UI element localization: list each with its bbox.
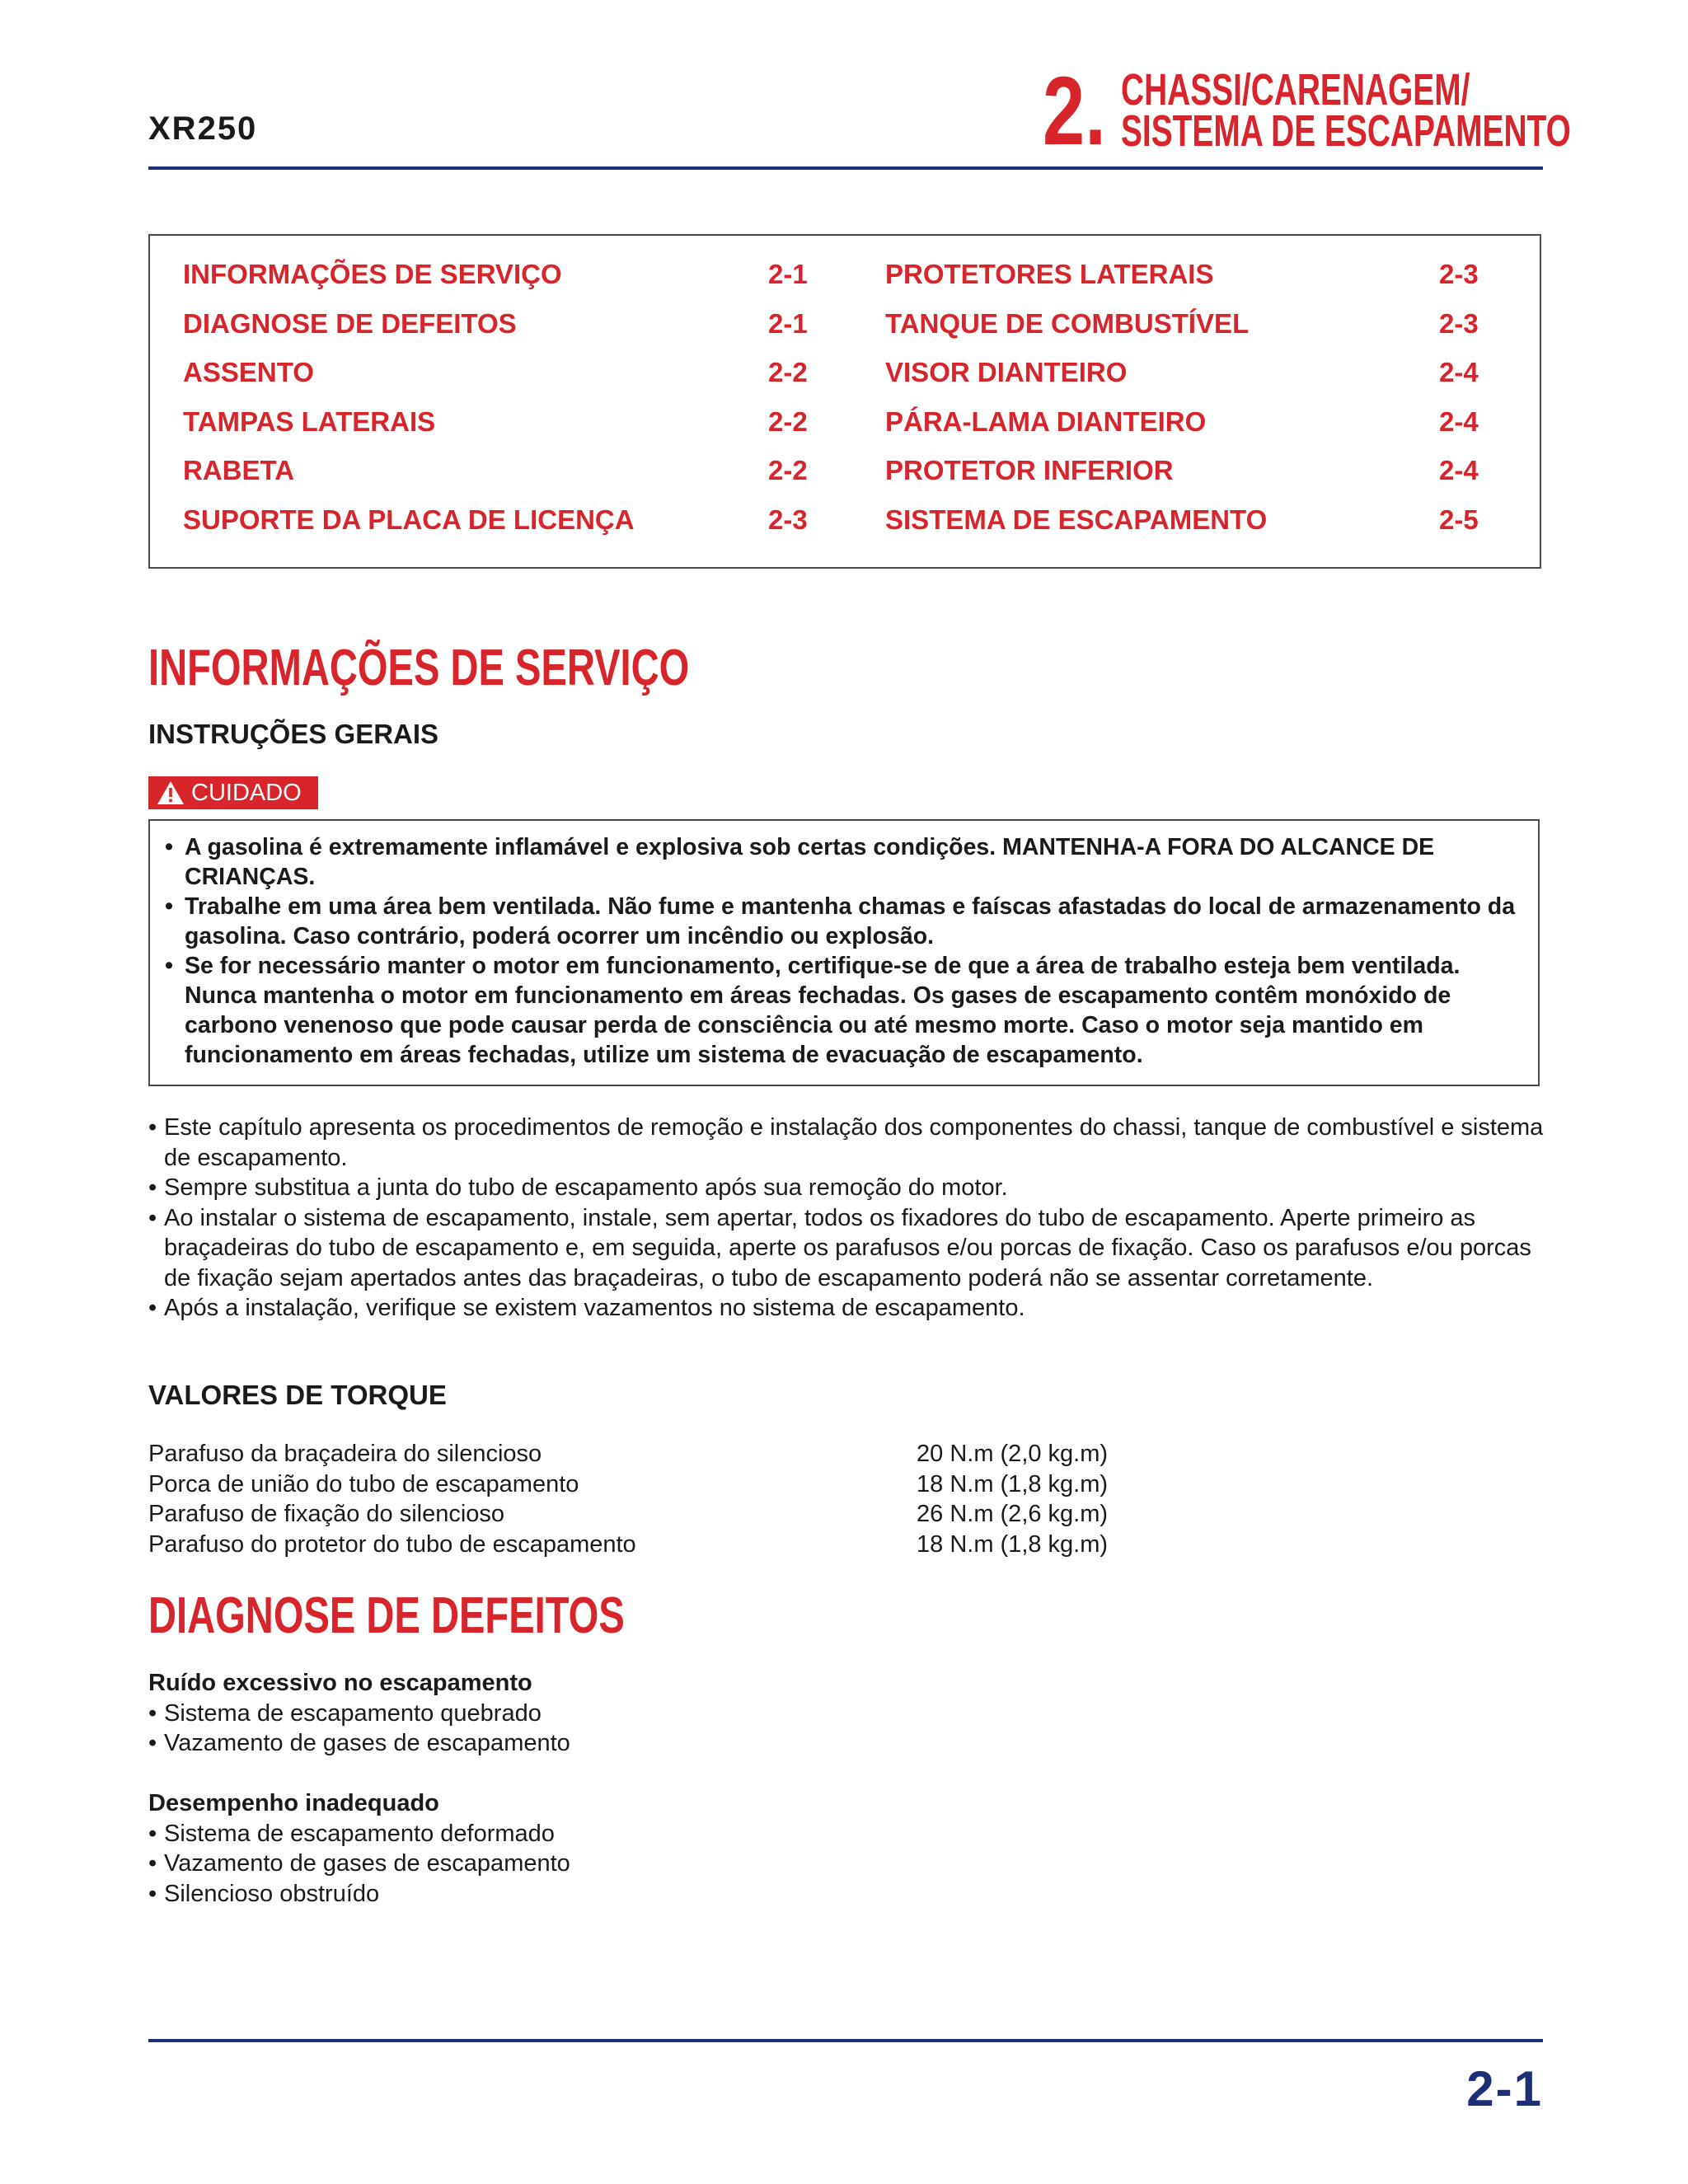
chapter-number: 2.	[1043, 57, 1106, 166]
toc-label: PROTETORES LATERAIS	[885, 259, 1214, 289]
caution-item: • Se for necessário manter o motor em funcionamento, certifique-se de que a área de trabalho esteja bem ventilada. Nunca mantenha o motor em funcionamento em áreas fechadas. Os gases de escapamento contêm monóxido de carbono venenoso que pode causar perda de consciência ou até mesmo morte. Caso o motor seja mantido em funcionamento em áreas fechadas, utilize um sistema de evacuação de escapamento.	[165, 951, 1522, 1070]
torque-item: Porca de união do tubo de escapamento	[148, 1470, 579, 1497]
toc-page: 2-3	[1439, 307, 1479, 339]
general-instructions-title: INSTRUÇÕES GERAIS	[148, 719, 439, 749]
footer-rule	[148, 2039, 1543, 2042]
note-item: • Após a instalação, verifique se existem vazamentos no sistema de escapamento.	[148, 1293, 1550, 1324]
page-number: 2-1	[1466, 2061, 1543, 2116]
diagnosis-group	[148, 1788, 1137, 1909]
toc-page: 2-4	[1439, 405, 1479, 437]
toc-entry[interactable]	[183, 259, 867, 308]
toc-page: 2-5	[1439, 504, 1479, 535]
toc-entry[interactable]	[885, 308, 1528, 358]
toc-page: 2-1	[768, 307, 808, 339]
torque-value: 20 N.m (2,0 kg.m)	[917, 1441, 1109, 1467]
service-notes	[148, 1113, 1550, 1324]
toc-left-column	[183, 259, 867, 553]
toc-label: RABETA	[183, 455, 295, 485]
toc-right-column	[885, 259, 1528, 553]
torque-item: Parafuso do protetor do tubo de escapamento	[148, 1530, 636, 1558]
toc-page: 2-2	[768, 455, 808, 485]
toc-label: PROTETOR INFERIOR	[885, 455, 1174, 485]
toc-label: PÁRA-LAMA DIANTEIRO	[885, 405, 1207, 437]
toc-entry[interactable]	[183, 357, 867, 406]
caution-box	[148, 819, 1540, 1086]
diagnosis-heading: Ruído excessivo no escapamento	[148, 1670, 532, 1696]
torque-title: VALORES DE TORQUE	[148, 1380, 447, 1410]
caution-item: • Trabalhe em uma área bem ventilada. Não fume e mantenha chamas e faíscas afastadas do local de armazenamento da gasolina. Caso contrário, poderá ocorrer um incêndio ou explosão.	[165, 892, 1522, 951]
caution-item: • A gasolina é extremamente inflamável e explosiva sob certas condições. MANTENHA-A FORA DO ALCANCE DE CRIANÇAS.	[165, 832, 1522, 892]
toc-page: 2-4	[1439, 357, 1479, 387]
torque-row	[148, 1530, 1109, 1560]
caution-label: CUIDADO	[191, 779, 302, 806]
note-item: • Ao instalar o sistema de escapamento, instale, sem apertar, todos os fixadores do tubo de escapamento. Aperte primeiro as braçadeiras do tubo de escapamento e, em seguida, aperte os parafusos e/ou porcas de fixação. Caso os parafusos e/ou porcas de fixação sejam apertados antes das braçadeiras, o tubo de escapamento poderá não se assentar corretamente.	[148, 1203, 1550, 1294]
diagnosis-heading: Desempenho inadequado	[148, 1790, 439, 1816]
note-item: • Sempre substitua a junta do tubo de escapamento após sua remoção do motor.	[148, 1173, 1550, 1203]
model-name: XR250	[148, 110, 258, 147]
toc-label: SUPORTE DA PLACA DE LICENÇA	[183, 504, 635, 535]
toc-page: 2-2	[768, 357, 808, 387]
diagnosis-item: • Silencioso obstruído	[148, 1879, 1137, 1910]
toc-label: SISTEMA DE ESCAPAMENTO	[885, 504, 1268, 535]
toc-label: TANQUE DE COMBUSTÍVEL	[885, 307, 1250, 339]
torque-item: Parafuso da braçadeira do silencioso	[148, 1441, 542, 1467]
torque-value: 26 N.m (2,6 kg.m)	[917, 1501, 1109, 1527]
chapter-title-line1: CHASSI/CARENAGEM/	[1121, 65, 1470, 115]
caution-badge	[148, 776, 318, 809]
toc-label: TAMPAS LATERAIS	[183, 405, 436, 437]
toc-entry[interactable]	[885, 406, 1528, 456]
torque-row	[148, 1439, 1109, 1469]
toc-label: ASSENTO	[183, 357, 314, 387]
note-item: • Este capítulo apresenta os procedimentos de remoção e instalação dos componentes do chassi, tanque de combustível e sistema de escapamento.	[148, 1113, 1550, 1173]
torque-table	[148, 1439, 1109, 1559]
diagnosis-item: • Vazamento de gases de escapamento	[148, 1728, 1137, 1759]
section-title-service-info: INFORMAÇÕES DE SERVIÇO	[148, 640, 690, 696]
torque-row	[148, 1499, 1109, 1530]
torque-value: 18 N.m (1,8 kg.m)	[917, 1530, 1109, 1558]
toc-entry[interactable]	[885, 259, 1528, 308]
section-title-diagnosis: DIAGNOSE DE DEFEITOS	[148, 1587, 625, 1644]
diagnosis-item: • Vazamento de gases de escapamento	[148, 1849, 1137, 1879]
torque-row	[148, 1469, 1109, 1500]
toc-entry[interactable]	[885, 455, 1528, 504]
toc-page: 2-1	[768, 259, 808, 289]
chapter-title-line2: SISTEMA DE ESCAPAMENTO	[1121, 106, 1571, 156]
toc-entry[interactable]	[183, 406, 867, 456]
diagnosis-item: • Sistema de escapamento deformado	[148, 1819, 1137, 1849]
toc-label: VISOR DIANTEIRO	[885, 357, 1128, 387]
diagnosis-group	[148, 1668, 1137, 1759]
diagnosis-item: • Sistema de escapamento quebrado	[148, 1699, 1137, 1729]
toc-page: 2-4	[1439, 455, 1479, 485]
toc-entry[interactable]	[183, 455, 867, 504]
toc-page: 2-3	[768, 504, 808, 535]
torque-value: 18 N.m (1,8 kg.m)	[917, 1470, 1109, 1497]
warning-icon	[157, 780, 185, 805]
toc-entry[interactable]	[885, 357, 1528, 406]
toc-label: INFORMAÇÕES DE SERVIÇO	[183, 259, 562, 289]
toc-entry[interactable]	[183, 308, 867, 358]
toc-page: 2-3	[1439, 259, 1479, 289]
header-rule	[148, 166, 1543, 170]
torque-item: Parafuso de fixação do silencioso	[148, 1501, 505, 1527]
table-of-contents	[148, 234, 1541, 569]
toc-page: 2-2	[768, 405, 808, 437]
chapter-title	[1121, 65, 1571, 156]
toc-entry[interactable]	[183, 504, 867, 554]
toc-entry[interactable]	[885, 504, 1528, 554]
toc-label: DIAGNOSE DE DEFEITOS	[183, 307, 517, 339]
